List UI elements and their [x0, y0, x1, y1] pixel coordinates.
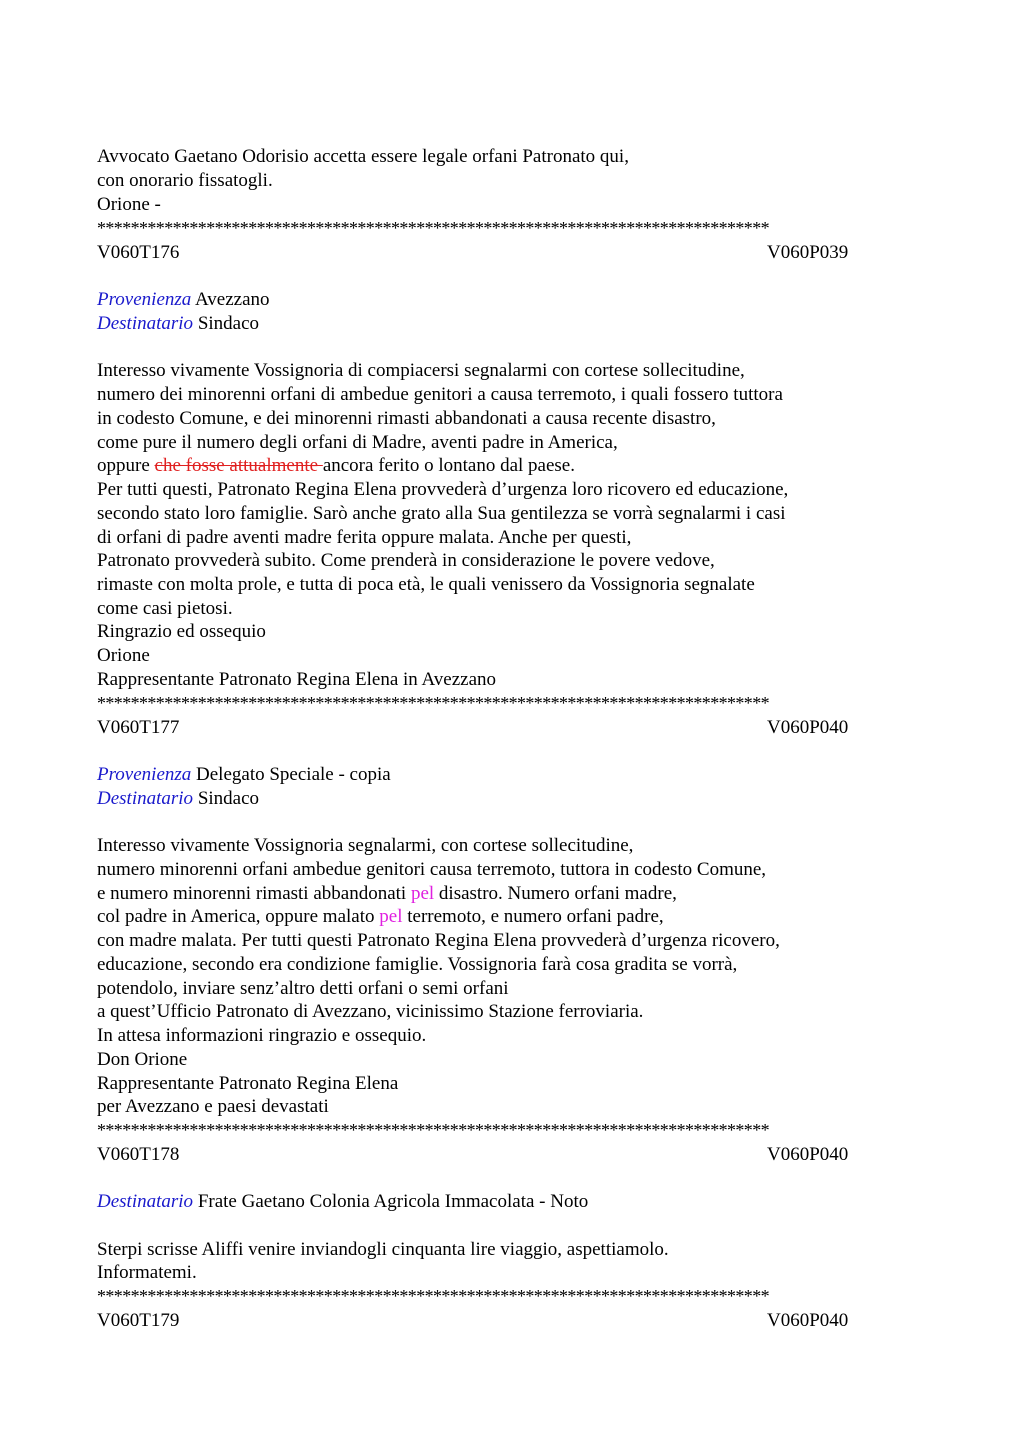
text-span: ancora ferito o lontano dal paese.: [322, 455, 575, 476]
page-id: V060P040: [767, 1144, 849, 1165]
destinatario-value: Sindaco: [197, 313, 260, 334]
body-line: Ringrazio ed ossequio: [97, 621, 266, 642]
body-line: In attesa informazioni ringrazio e ossequio.: [97, 1025, 427, 1046]
body-line: Interesso vivamente Vossignoria segnalarmi, con cortese sollecitudine,: [97, 835, 634, 856]
signature: Orione: [97, 645, 150, 666]
body-line: Rappresentante Patronato Regina Elena: [97, 1073, 399, 1094]
body-line: Per tutti questi, Patronato Regina Elena provvederà d’urgenza loro ricovero ed educazione,: [97, 479, 789, 500]
text-span: disastro. Numero orfani madre,: [434, 883, 677, 904]
destinatario-label: Destinatario: [97, 1191, 194, 1212]
text-span: oppure: [97, 455, 155, 476]
intro-line: Orione -: [97, 194, 161, 215]
body-line: [97, 906, 664, 928]
body-line: [97, 455, 575, 477]
highlighted-word: pel: [410, 883, 435, 904]
provenienza-row: [97, 764, 391, 786]
separator: ********************************************************************************: [97, 693, 770, 713]
body-line: Interesso vivamente Vossignoria di compiacersi segnalarmi con cortese sollecitudine,: [97, 360, 745, 381]
intro-line: Avvocato Gaetano Odorisio accetta essere legale orfani Patronato qui,: [97, 146, 629, 167]
body-line: potendolo, inviare senz’altro detti orfani o semi orfani: [97, 978, 509, 999]
body-line: in codesto Comune, e dei minorenni rimasti abbandonati a causa recente disastro,: [97, 408, 716, 429]
intro-line: con onorario fissatogli.: [97, 170, 273, 191]
text-span: e numero minorenni rimasti abbandonati: [97, 883, 411, 904]
body-line: rimaste con molta prole, e tutta di poca età, le quali venissero da Vossignoria segnalate: [97, 574, 755, 595]
body-line: numero dei minorenni orfani di ambedue genitori a causa terremoto, i quali fossero tuttora: [97, 384, 783, 405]
provenienza-label: Provenienza: [97, 289, 192, 310]
struck-text: che fosse attualmente: [154, 455, 323, 476]
provenienza-row: [97, 289, 270, 311]
body-line: secondo stato loro famiglie. Sarò anche grato alla Sua gentilezza se vorrà segnalarmi i casi: [97, 503, 786, 524]
destinatario-value: Sindaco: [197, 788, 260, 809]
text-span: col padre in America, oppure malato: [97, 906, 380, 927]
page-id: V060P040: [767, 717, 849, 738]
destinatario-row: [97, 1191, 588, 1213]
destinatario-label: Destinatario: [97, 788, 194, 809]
letter-id: V060T176: [97, 242, 180, 263]
body-line: Informatemi.: [97, 1262, 197, 1283]
page-id: V060P039: [767, 242, 849, 263]
destinatario-value: Frate Gaetano Colonia Agricola Immacolata - Noto: [197, 1191, 589, 1212]
highlighted-word: pel: [379, 906, 403, 927]
body-line: a quest’Ufficio Patronato di Avezzano, vicinissimo Stazione ferroviaria.: [97, 1001, 644, 1022]
body-line: per Avezzano e paesi devastati: [97, 1096, 329, 1117]
body-line: Sterpi scrisse Aliffi venire inviandogli cinquanta lire viaggio, aspettiamolo.: [97, 1239, 669, 1260]
letter-id: V060T179: [97, 1310, 180, 1331]
body-line: come pure il numero degli orfani di Madre, aventi padre in America,: [97, 432, 618, 453]
body-line: educazione, secondo era condizione famiglie. Vossignoria farà cosa gradita se vorrà,: [97, 954, 738, 975]
provenienza-label: Provenienza: [97, 764, 192, 785]
text-span: terremoto, e numero orfani padre,: [402, 906, 664, 927]
body-line: Patronato provvederà subito. Come prenderà in considerazione le povere vedove,: [97, 550, 715, 571]
body-line: numero minorenni orfani ambedue genitori causa terremoto, tuttora in codesto Comune,: [97, 859, 767, 880]
separator: ********************************************************************************: [97, 1286, 770, 1306]
separator: ********************************************************************************: [97, 1120, 770, 1140]
body-line: Rappresentante Patronato Regina Elena in Avezzano: [97, 669, 497, 690]
destinatario-row: [97, 313, 259, 335]
provenienza-value: Avezzano: [194, 289, 270, 310]
provenienza-value: Delegato Speciale - copia: [196, 764, 391, 785]
body-line: di orfani di padre aventi madre ferita oppure malata. Anche per questi,: [97, 527, 632, 548]
signature: Don Orione: [97, 1049, 188, 1070]
body-line: con madre malata. Per tutti questi Patronato Regina Elena provvederà d’urgenza ricovero,: [97, 930, 780, 951]
letter-id: V060T178: [97, 1144, 180, 1165]
destinatario-row: [97, 788, 259, 810]
body-line: [97, 883, 677, 905]
letter-id: V060T177: [97, 717, 180, 738]
separator: ********************************************************************************: [97, 218, 770, 238]
destinatario-label: Destinatario: [97, 313, 194, 334]
page-id: V060P040: [767, 1310, 849, 1331]
body-line: come casi pietosi.: [97, 598, 233, 619]
